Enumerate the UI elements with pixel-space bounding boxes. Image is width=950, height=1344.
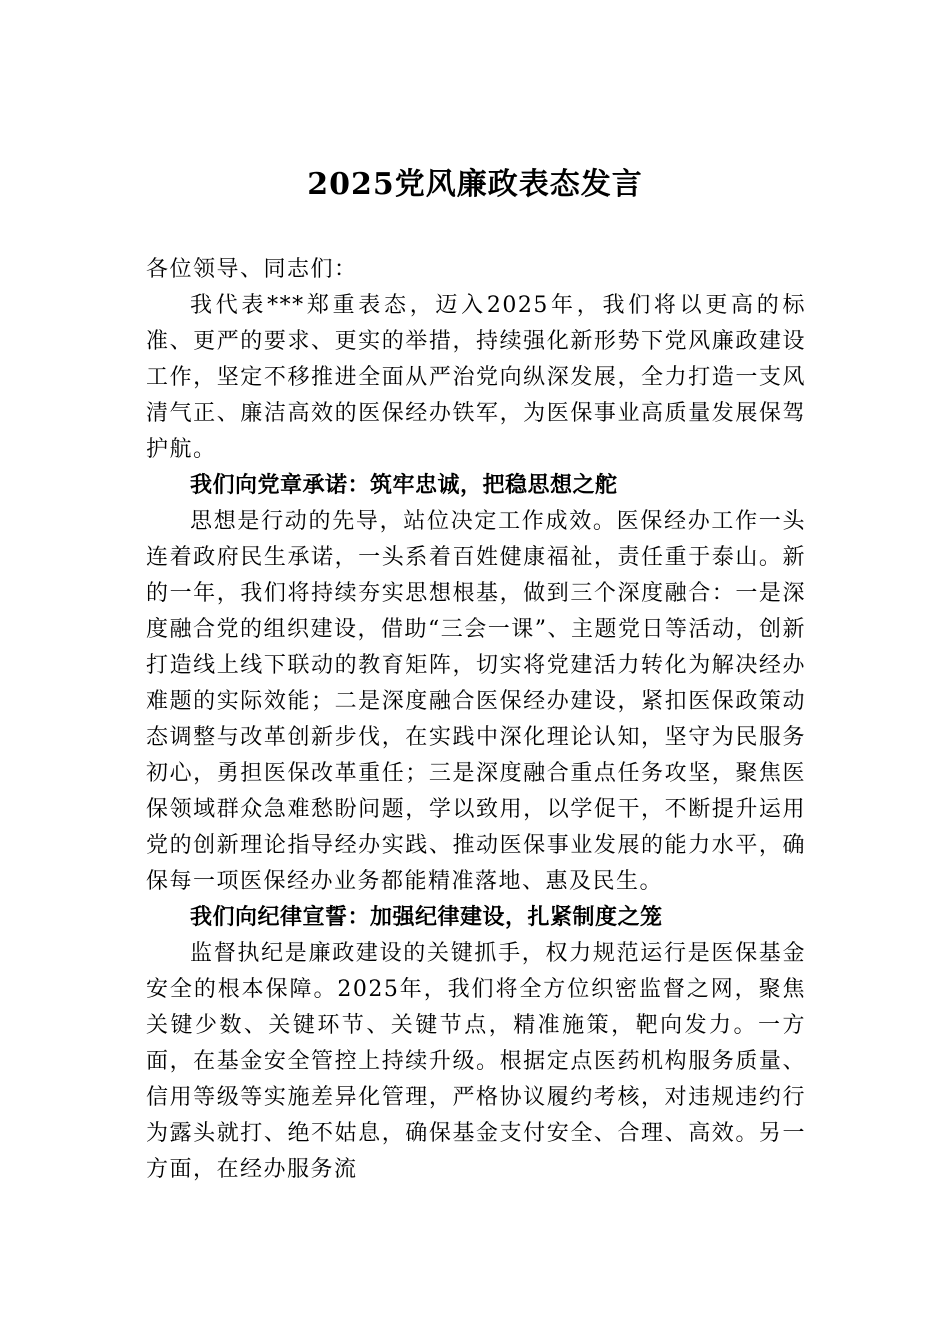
intro-paragraph: 我代表***郑重表态，迈入2025年，我们将以更高的标准、更严的要求、更实的举措，持续强化新形势下党风廉政建设工作，坚定不移推进全面从严治党向纵深发展，全力打造一支风清气正、廉洁高效的医保经办铁军，为医保事业高质量发展保驾护航。: [146, 293, 806, 462]
section1-heading: 我们向党章承诺：筑牢忠诚，把稳思想之舵: [190, 473, 618, 498]
salutation: 各位领导、同志们：: [146, 257, 358, 282]
document-body: [146, 252, 806, 1188]
section1-paragraph: 思想是行动的先导，站位决定工作成效。医保经办工作一头连着政府民生承诺，一头系着百姓健康福祉，责任重于泰山。新的一年，我们将持续夯实思想根基，做到三个深度融合：一是深度融合党的组织建设，借助“三会一课”、主题党日等活动，创新打造线上线下联动的教育矩阵，切实将党建活力转化为解决经办难题的实际效能；二是深度融合医保经办建设，紧扣医保政策动态调整与改革创新步伐，在实践中深化理论认知，坚守为民服务初心，勇担医保改革重任；三是深度融合重点任务攻坚，聚焦医保领域群众急难愁盼问题，学以致用，以学促干，不断提升运用党的创新理论指导经办实践、推动医保事业发展的能力水平，确保每一项医保经办业务都能精准落地、惠及民生。: [146, 509, 806, 894]
document-title: 2025党风廉政表态发言: [307, 167, 643, 202]
section2-paragraph: 监督执纪是廉政建设的关键抓手，权力规范运行是医保基金安全的根本保障。2025年，我们将全方位织密监督之网，聚焦关键少数、关键环节、关键节点，精准施策，靶向发力。一方面，在基金安全管控上持续升级。根据定点医药机构服务质量、信用等级等实施差异化管理，严格协议履约考核，对违规违约行为露头就打、绝不姑息，确保基金支付安全、合理、高效。另一方面，在经办服务流: [146, 941, 806, 1182]
section2-heading: 我们向纪律宣誓：加强纪律建设，扎紧制度之笼: [190, 905, 663, 930]
